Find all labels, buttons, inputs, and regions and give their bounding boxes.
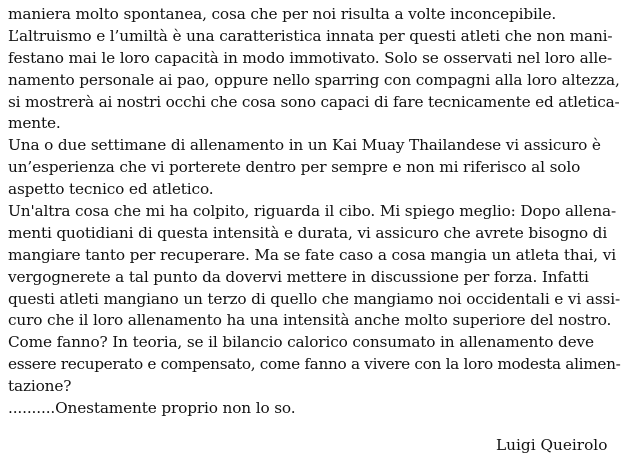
text-line: Un'altra cosa che mi ha colpito, riguarda il cibo. Mi spiego meglio: Dopo allena- xyxy=(8,202,617,221)
text-line: si mostrerà ai nostri occhi che cosa sono capaci di fare tecnicamente ed atletica- xyxy=(8,92,620,111)
text-line: L’altruismo e l’umiltà è una caratteristica innata per questi atleti che non mani- xyxy=(8,26,613,45)
article-body xyxy=(8,4,620,420)
text-line: mente. xyxy=(8,114,61,133)
text-line: curo che il loro allenamento ha una intensità anche molto superiore del nostro. xyxy=(8,311,612,330)
text-line: Una o due settimane di allenamento in un Kai Muay Thailandese vi assicuro è xyxy=(8,136,601,155)
text-line: festano mai le loro capacità in modo immotivato. Solo se osservati nel loro alle- xyxy=(8,48,613,67)
text-line: ..........Onestamente proprio non lo so. xyxy=(8,399,296,418)
text-line: tazione? xyxy=(8,377,72,396)
author-signature: Luigi Queirolo xyxy=(496,436,608,454)
text-line: vergognerete a tal punto da dovervi mettere in discussione per forza. Infatti xyxy=(8,267,589,286)
text-line: aspetto tecnico ed atletico. xyxy=(8,180,214,199)
text-line: maniera molto spontanea, cosa che per noi risulta a volte inconcepibile. xyxy=(8,5,557,23)
text-line: mangiare tanto per recuperare. Ma se fate caso a cosa mangia un atleta thai, vi xyxy=(8,245,616,264)
text-line: un’esperienza che vi porterete dentro per sempre e non mi riferisco al solo xyxy=(8,158,581,177)
text-line: questi atleti mangiano un terzo di quello che mangiamo noi occidentali e vi assi- xyxy=(8,289,620,308)
text-line: namento personale ai pao, oppure nello sparring con compagni alla loro altezza, xyxy=(8,70,620,89)
text-line: menti quotidiani di questa intensità e durata, vi assicuro che avrete bisogno di xyxy=(8,223,608,242)
text-line: Come fanno? In teoria, se il bilancio calorico consumato in allenamento deve xyxy=(8,333,594,352)
text-line: essere recuperato e compensato, come fanno a vivere con la loro modesta alimen- xyxy=(8,355,621,374)
